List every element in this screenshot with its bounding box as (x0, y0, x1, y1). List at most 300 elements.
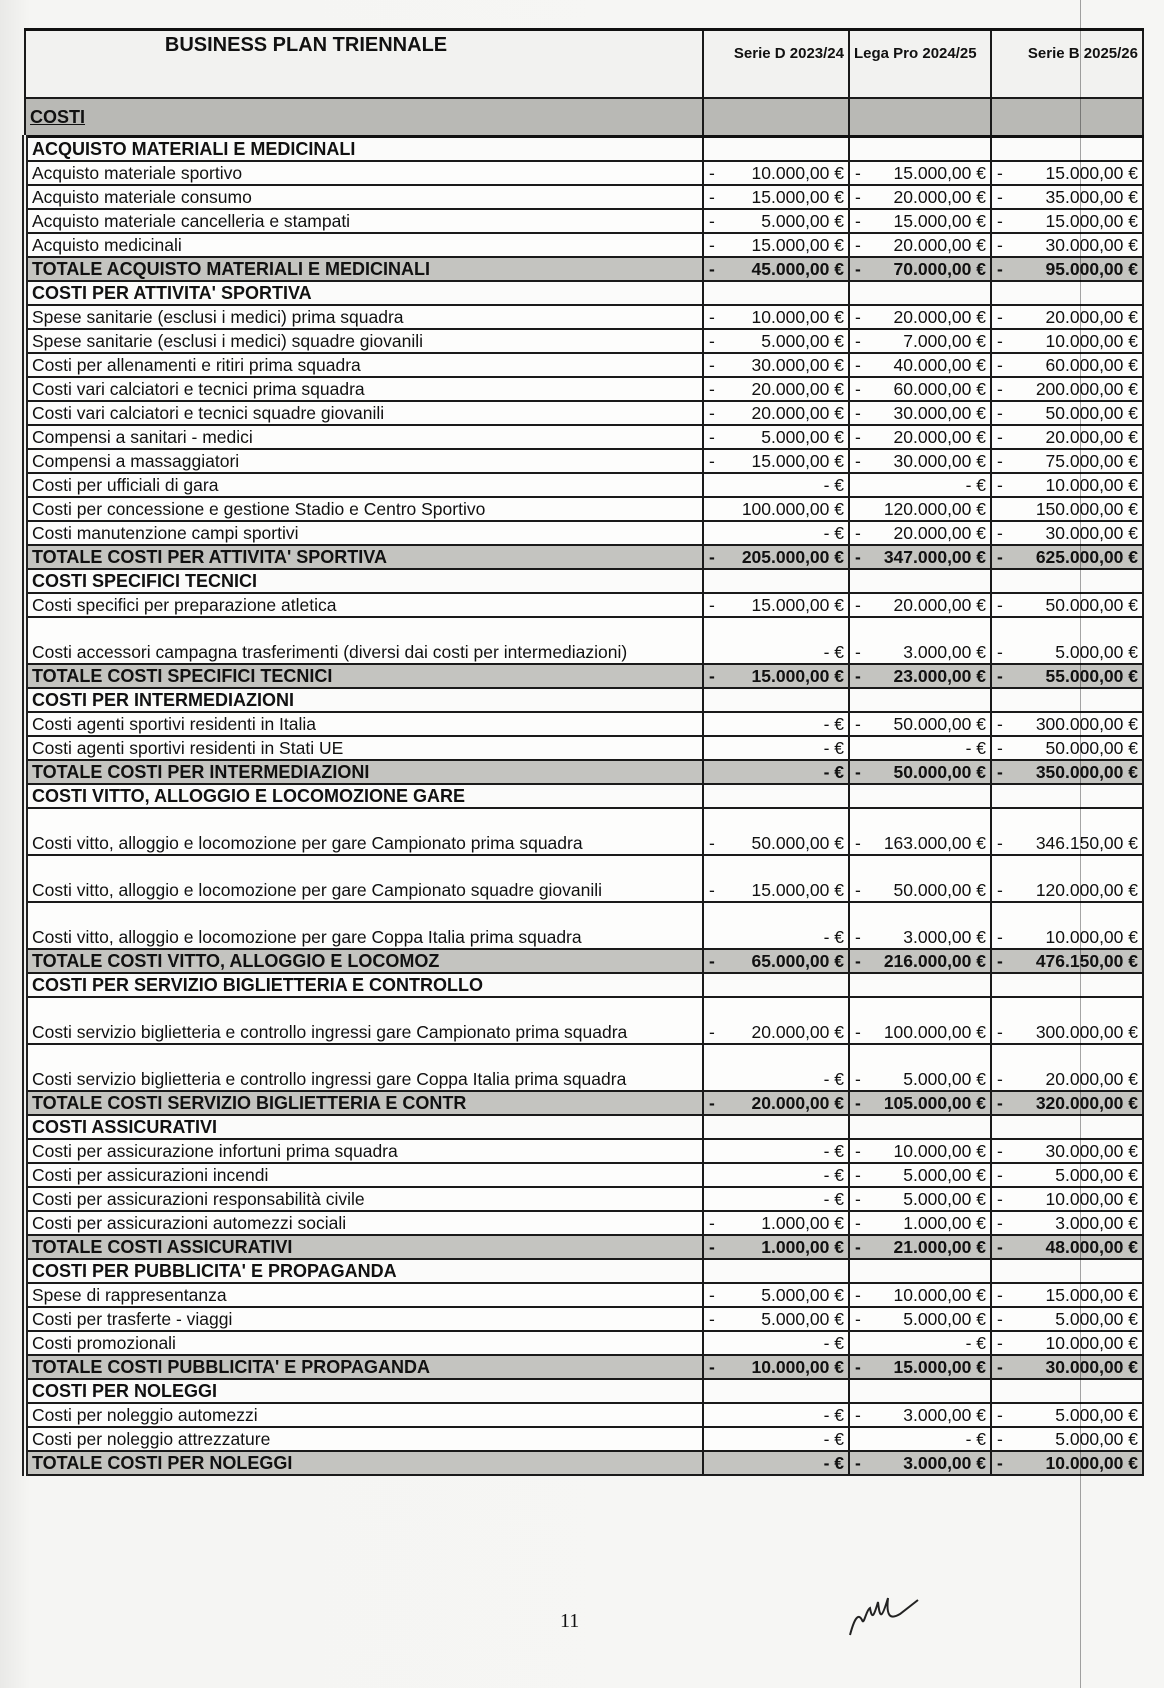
line-item-row (25, 161, 1143, 185)
total-row (25, 1235, 1143, 1259)
value-cell-col2 (849, 664, 991, 688)
dash-marker: - (855, 1357, 861, 1377)
amount: 150.000,00 € (1035, 499, 1138, 519)
dash-marker: - (709, 1285, 715, 1305)
value-cell-col2 (849, 569, 991, 593)
amount: 120.000,00 € (883, 499, 986, 519)
value-cell-col3 (991, 473, 1143, 497)
dash-marker: - (997, 355, 1003, 375)
line-item-row (25, 209, 1143, 233)
value-cell-col2 (849, 401, 991, 425)
value-cell-col3 (991, 1211, 1143, 1235)
dash-marker: - (855, 1069, 861, 1089)
line-item-row (25, 1331, 1143, 1355)
item-label: Costi per assicurazioni responsabilità civile (25, 1187, 703, 1211)
total-label: TOTALE COSTI PER ATTIVITA' SPORTIVA (25, 545, 703, 569)
value-cell-col3 (991, 1355, 1143, 1379)
item-label: Spese sanitarie (esclusi i medici) prima squadra (25, 305, 703, 329)
amount: - € (965, 475, 986, 495)
dash-marker: - (997, 1453, 1003, 1473)
value-cell-col3 (991, 1283, 1143, 1307)
empty-cell (703, 98, 849, 137)
value-cell-col2 (849, 736, 991, 760)
dash-marker: - (997, 927, 1003, 947)
value-cell-col3 (991, 137, 1143, 162)
dash-marker: - (997, 951, 1003, 971)
value-cell-col3 (991, 425, 1143, 449)
value-cell-col2 (849, 209, 991, 233)
dash-marker: - (997, 1333, 1003, 1353)
document-title: BUSINESS PLAN TRIENNALE (25, 30, 703, 99)
value-cell-col1 (703, 1451, 849, 1475)
value-cell-col2 (849, 855, 991, 902)
value-cell-col1 (703, 281, 849, 305)
dash-marker: - (855, 642, 861, 662)
amount: 15.000,00 € (893, 211, 986, 231)
amount: - € (823, 1141, 844, 1161)
amount: 476.150,00 € (1035, 951, 1138, 971)
amount: 10.000,00 € (1045, 1333, 1138, 1353)
section-header-row (25, 1259, 1143, 1283)
dash-marker: - (997, 379, 1003, 399)
value-cell-col1 (703, 1307, 849, 1331)
value-cell-col2 (849, 545, 991, 569)
value-cell-col1 (703, 449, 849, 473)
dash-marker: - (855, 833, 861, 853)
value-cell-col2 (849, 425, 991, 449)
amount: - € (823, 1165, 844, 1185)
line-item-row (25, 329, 1143, 353)
dash-marker: - (709, 951, 715, 971)
line-item-row (25, 593, 1143, 617)
dash-marker: - (709, 331, 715, 351)
amount: 625.000,00 € (1035, 547, 1138, 567)
amount: 10.000,00 € (1045, 1453, 1138, 1473)
item-label: Costi servizio biglietteria e controllo ingressi gare Coppa Italia prima squadra (25, 1044, 703, 1091)
amount: 10.000,00 € (751, 1357, 844, 1377)
dash-marker: - (709, 259, 715, 279)
dash-marker: - (855, 595, 861, 615)
dash-marker: - (855, 331, 861, 351)
value-cell-col2 (849, 473, 991, 497)
amount: 30.000,00 € (1045, 523, 1138, 543)
amount: - € (823, 1453, 844, 1473)
item-label: Costi per assicurazioni automezzi sociali (25, 1211, 703, 1235)
value-cell-col3 (991, 973, 1143, 997)
amount: 346.150,00 € (1035, 833, 1138, 853)
amount: 10.000,00 € (751, 163, 844, 183)
amount: 20.000,00 € (1045, 427, 1138, 447)
amount: 15.000,00 € (893, 163, 986, 183)
amount: 300.000,00 € (1035, 714, 1138, 734)
amount: 50.000,00 € (893, 880, 986, 900)
line-item-row (25, 1283, 1143, 1307)
line-item-row (25, 185, 1143, 209)
item-label: Spese di rappresentanza (25, 1283, 703, 1307)
amount: 35.000,00 € (1045, 187, 1138, 207)
dash-marker: - (997, 475, 1003, 495)
value-cell-col1 (703, 1331, 849, 1355)
value-cell-col3 (991, 1379, 1143, 1403)
value-cell-col1 (703, 1259, 849, 1283)
value-cell-col2 (849, 1091, 991, 1115)
item-label: Costi agenti sportivi residenti in Stati UE (25, 736, 703, 760)
value-cell-col2 (849, 1044, 991, 1091)
dash-marker: - (855, 1285, 861, 1305)
value-cell-col1 (703, 161, 849, 185)
value-cell-col2 (849, 1139, 991, 1163)
value-cell-col3 (991, 760, 1143, 784)
dash-marker: - (855, 951, 861, 971)
dash-marker: - (997, 666, 1003, 686)
value-cell-col2 (849, 185, 991, 209)
dash-marker: - (997, 235, 1003, 255)
total-label: TOTALE COSTI PER INTERMEDIAZIONI (25, 760, 703, 784)
empty-cell (849, 98, 991, 137)
amount: 163.000,00 € (883, 833, 986, 853)
value-cell-col3 (991, 1235, 1143, 1259)
value-cell-col2 (849, 617, 991, 664)
value-cell-col3 (991, 1044, 1143, 1091)
dash-marker: - (997, 714, 1003, 734)
value-cell-col2 (849, 161, 991, 185)
line-item-row (25, 902, 1143, 949)
section-header-row (25, 569, 1143, 593)
line-item-row (25, 1044, 1143, 1091)
amount: 105.000,00 € (883, 1093, 986, 1113)
value-cell-col3 (991, 1163, 1143, 1187)
dash-marker: - (855, 1141, 861, 1161)
amount: 3.000,00 € (903, 927, 986, 947)
dash-marker: - (709, 403, 715, 423)
table-header-row (25, 30, 1143, 99)
dash-marker: - (855, 1453, 861, 1473)
section-header-row (25, 1115, 1143, 1139)
amount: - € (823, 738, 844, 758)
total-label: TOTALE ACQUISTO MATERIALI E MEDICINALI (25, 257, 703, 281)
dash-marker: - (855, 1022, 861, 1042)
dash-marker: - (855, 927, 861, 947)
value-cell-col2 (849, 353, 991, 377)
amount: 48.000,00 € (1045, 1237, 1138, 1257)
amount: 5.000,00 € (1055, 1165, 1138, 1185)
value-cell-col1 (703, 257, 849, 281)
dash-marker: - (997, 331, 1003, 351)
amount: 5.000,00 € (761, 1309, 844, 1329)
amount: 3.000,00 € (1055, 1213, 1138, 1233)
amount: - € (965, 1333, 986, 1353)
item-label: Costi per noleggio attrezzature (25, 1427, 703, 1451)
item-label: Compensi a massaggiatori (25, 449, 703, 473)
column-header-serie-d: Serie D 2023/24 (703, 30, 849, 99)
amount: 20.000,00 € (893, 595, 986, 615)
amount: 100.000,00 € (741, 499, 844, 519)
value-cell-col3 (991, 997, 1143, 1044)
value-cell-col3 (991, 161, 1143, 185)
dash-marker: - (855, 523, 861, 543)
value-cell-col2 (849, 997, 991, 1044)
value-cell-col3 (991, 233, 1143, 257)
dash-marker: - (997, 1189, 1003, 1209)
section-label: COSTI PER SERVIZIO BIGLIETTERIA E CONTROLLO (25, 973, 703, 997)
amount: 50.000,00 € (1045, 595, 1138, 615)
amount: - € (965, 1429, 986, 1449)
dash-marker: - (709, 163, 715, 183)
total-label: TOTALE COSTI SPECIFICI TECNICI (25, 664, 703, 688)
item-label: Costi per noleggio automezzi (25, 1403, 703, 1427)
dash-marker: - (709, 235, 715, 255)
value-cell-col2 (849, 712, 991, 736)
amount: 1.000,00 € (761, 1237, 844, 1257)
value-cell-col1 (703, 712, 849, 736)
dash-marker: - (997, 1093, 1003, 1113)
dash-marker: - (709, 379, 715, 399)
amount: 55.000,00 € (1045, 666, 1138, 686)
amount: 40.000,00 € (893, 355, 986, 375)
dash-marker: - (855, 427, 861, 447)
dash-marker: - (997, 1309, 1003, 1329)
amount: 1.000,00 € (903, 1213, 986, 1233)
amount: 1.000,00 € (761, 1213, 844, 1233)
dash-marker: - (855, 235, 861, 255)
amount: 23.000,00 € (893, 666, 986, 686)
value-cell-col3 (991, 401, 1143, 425)
item-label: Costi manutenzione campi sportivi (25, 521, 703, 545)
dash-marker: - (855, 187, 861, 207)
value-cell-col2 (849, 137, 991, 162)
dash-marker: - (997, 307, 1003, 327)
dash-marker: - (709, 307, 715, 327)
dash-marker: - (997, 523, 1003, 543)
amount: 20.000,00 € (751, 1022, 844, 1042)
value-cell-col1 (703, 569, 849, 593)
dash-marker: - (997, 762, 1003, 782)
total-row (25, 1355, 1143, 1379)
dash-marker: - (855, 547, 861, 567)
value-cell-col2 (849, 521, 991, 545)
dash-marker: - (997, 1213, 1003, 1233)
value-cell-col2 (849, 497, 991, 521)
value-cell-col2 (849, 1403, 991, 1427)
value-cell-col2 (849, 1427, 991, 1451)
section-header-row (25, 688, 1143, 712)
value-cell-col1 (703, 353, 849, 377)
amount: 20.000,00 € (1045, 1069, 1138, 1089)
amount: 50.000,00 € (893, 714, 986, 734)
amount: 15.000,00 € (751, 880, 844, 900)
value-cell-col2 (849, 1115, 991, 1139)
amount: - € (823, 762, 844, 782)
dash-marker: - (997, 163, 1003, 183)
value-cell-col2 (849, 281, 991, 305)
amount: 5.000,00 € (761, 211, 844, 231)
line-item-row (25, 1187, 1143, 1211)
value-cell-col1 (703, 305, 849, 329)
amount: - € (823, 642, 844, 662)
line-item-row (25, 1403, 1143, 1427)
amount: 5.000,00 € (903, 1189, 986, 1209)
dash-marker: - (997, 547, 1003, 567)
total-row (25, 257, 1143, 281)
total-row (25, 760, 1143, 784)
dash-marker: - (997, 1429, 1003, 1449)
value-cell-col1 (703, 760, 849, 784)
item-label: Acquisto materiale consumo (25, 185, 703, 209)
dash-marker: - (855, 379, 861, 399)
dash-marker: - (997, 1405, 1003, 1425)
dash-marker: - (997, 738, 1003, 758)
column-header-serie-b: Serie B 2025/26 (991, 30, 1143, 99)
amount: 10.000,00 € (1045, 475, 1138, 495)
value-cell-col3 (991, 545, 1143, 569)
amount: 3.000,00 € (903, 1453, 986, 1473)
dash-marker: - (855, 403, 861, 423)
paper-fold-line (1080, 0, 1081, 1688)
value-cell-col2 (849, 1355, 991, 1379)
value-cell-col2 (849, 973, 991, 997)
amount: - € (823, 523, 844, 543)
amount: 10.000,00 € (1045, 1189, 1138, 1209)
value-cell-col3 (991, 305, 1143, 329)
amount: 20.000,00 € (893, 307, 986, 327)
dash-marker: - (855, 666, 861, 686)
value-cell-col3 (991, 353, 1143, 377)
value-cell-col1 (703, 1235, 849, 1259)
value-cell-col1 (703, 137, 849, 162)
value-cell-col1 (703, 617, 849, 664)
value-cell-col3 (991, 1259, 1143, 1283)
line-item-row (25, 1427, 1143, 1451)
dash-marker: - (855, 714, 861, 734)
dash-marker: - (709, 666, 715, 686)
value-cell-col3 (991, 1427, 1143, 1451)
item-label: Costi accessori campagna trasferimenti (diversi dai costi per intermediazioni) (25, 617, 703, 664)
dash-marker: - (855, 1405, 861, 1425)
dash-marker: - (855, 1237, 861, 1257)
dash-marker: - (855, 762, 861, 782)
value-cell-col2 (849, 1211, 991, 1235)
value-cell-col1 (703, 1044, 849, 1091)
value-cell-col3 (991, 497, 1143, 521)
line-item-row (25, 855, 1143, 902)
amount: 20.000,00 € (893, 187, 986, 207)
amount: 347.000,00 € (883, 547, 986, 567)
amount: 75.000,00 € (1045, 451, 1138, 471)
item-label: Acquisto materiale sportivo (25, 161, 703, 185)
item-label: Spese sanitarie (esclusi i medici) squadre giovanili (25, 329, 703, 353)
amount: - € (823, 714, 844, 734)
dash-marker: - (709, 355, 715, 375)
dash-marker: - (997, 642, 1003, 662)
amount: 3.000,00 € (903, 642, 986, 662)
value-cell-col1 (703, 377, 849, 401)
section-header-row (25, 1379, 1143, 1403)
dash-marker: - (855, 1165, 861, 1185)
value-cell-col3 (991, 949, 1143, 973)
dash-marker: - (997, 1165, 1003, 1185)
value-cell-col2 (849, 449, 991, 473)
amount: 20.000,00 € (893, 235, 986, 255)
value-cell-col3 (991, 736, 1143, 760)
line-item-row (25, 1211, 1143, 1235)
value-cell-col3 (991, 185, 1143, 209)
amount: - € (823, 927, 844, 947)
amount: - € (823, 475, 844, 495)
value-cell-col3 (991, 784, 1143, 808)
value-cell-col1 (703, 1211, 849, 1235)
value-cell-col2 (849, 760, 991, 784)
amount: 45.000,00 € (751, 259, 844, 279)
value-cell-col1 (703, 497, 849, 521)
value-cell-col1 (703, 209, 849, 233)
amount: 30.000,00 € (1045, 1357, 1138, 1377)
amount: 50.000,00 € (893, 762, 986, 782)
line-item-row (25, 1307, 1143, 1331)
amount: 15.000,00 € (1045, 1285, 1138, 1305)
value-cell-col2 (849, 1235, 991, 1259)
line-item-row (25, 449, 1143, 473)
value-cell-col1 (703, 1091, 849, 1115)
amount: 10.000,00 € (893, 1285, 986, 1305)
value-cell-col1 (703, 997, 849, 1044)
value-cell-col1 (703, 1283, 849, 1307)
value-cell-col3 (991, 1451, 1143, 1475)
line-item-row (25, 497, 1143, 521)
amount: 10.000,00 € (751, 307, 844, 327)
value-cell-col3 (991, 1187, 1143, 1211)
amount: 15.000,00 € (1045, 163, 1138, 183)
dash-marker: - (997, 1237, 1003, 1257)
dash-marker: - (855, 880, 861, 900)
value-cell-col2 (849, 305, 991, 329)
page-number: 11 (560, 1610, 580, 1632)
value-cell-col3 (991, 257, 1143, 281)
dash-marker: - (709, 547, 715, 567)
value-cell-col2 (849, 329, 991, 353)
value-cell-col3 (991, 688, 1143, 712)
value-cell-col3 (991, 1091, 1143, 1115)
line-item-row (25, 1163, 1143, 1187)
line-item-row (25, 401, 1143, 425)
costi-heading: COSTI (25, 98, 703, 137)
item-label: Costi per assicurazioni incendi (25, 1163, 703, 1187)
amount: 10.000,00 € (893, 1141, 986, 1161)
line-item-row (25, 521, 1143, 545)
value-cell-col1 (703, 233, 849, 257)
value-cell-col3 (991, 329, 1143, 353)
value-cell-col2 (849, 784, 991, 808)
amount: 216.000,00 € (883, 951, 986, 971)
dash-marker: - (709, 187, 715, 207)
amount: 20.000,00 € (751, 403, 844, 423)
amount: 100.000,00 € (883, 1022, 986, 1042)
dash-marker: - (997, 211, 1003, 231)
costi-root-row (25, 98, 1143, 137)
dash-marker: - (997, 259, 1003, 279)
total-label: TOTALE COSTI ASSICURATIVI (25, 1235, 703, 1259)
value-cell-col2 (849, 1283, 991, 1307)
value-cell-col1 (703, 1163, 849, 1187)
dash-marker: - (997, 1285, 1003, 1305)
section-label: COSTI PER ATTIVITA' SPORTIVA (25, 281, 703, 305)
value-cell-col3 (991, 281, 1143, 305)
total-row (25, 1451, 1143, 1475)
dash-marker: - (997, 451, 1003, 471)
section-header-row (25, 281, 1143, 305)
total-label: TOTALE COSTI VITTO, ALLOGGIO E LOCOMOZ (25, 949, 703, 973)
dash-marker: - (855, 355, 861, 375)
value-cell-col1 (703, 688, 849, 712)
